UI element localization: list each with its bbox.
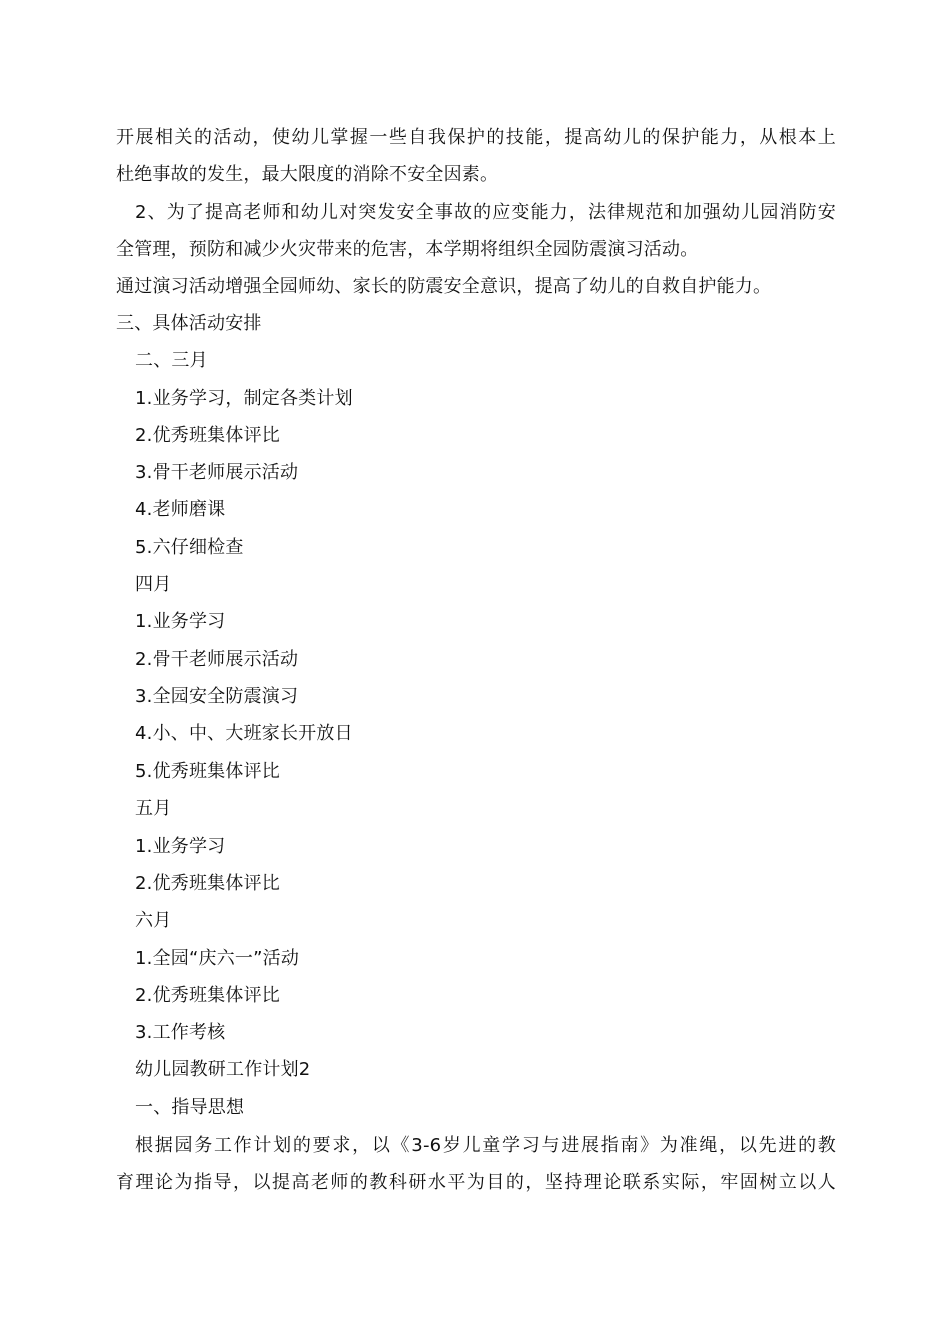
list-item: 5.六仔细检查	[135, 537, 244, 558]
paragraph-line: 根据园务工作计划的要求，以《3-6岁儿童学习与进展指南》为准绳，以先进的教	[135, 1135, 836, 1156]
list-item: 1.业务学习，制定各类计划	[135, 388, 353, 409]
paragraph-line: 育理论为指导，以提高老师的教科研水平为目的，坚持理论联系实际，牢固树立以人	[116, 1172, 836, 1193]
paragraph-line: 2、为了提高老师和幼儿对突发安全事故的应变能力，法律规范和加强幼儿园消防安	[135, 202, 836, 223]
section-heading: 一、指导思想	[135, 1097, 245, 1118]
month-heading: 五月	[135, 798, 172, 819]
document-title: 幼儿园教研工作计划2	[135, 1059, 311, 1080]
list-item: 2.优秀班集体评比	[135, 873, 280, 894]
paragraph-line: 全管理，预防和减少火灾带来的危害，本学期将组织全园防震演习活动。	[116, 239, 699, 260]
month-heading: 四月	[135, 574, 172, 595]
month-heading: 二、三月	[135, 350, 208, 371]
list-item: 5.优秀班集体评比	[135, 761, 280, 782]
paragraph-line: 杜绝事故的发生，最大限度的消除不安全因素。	[116, 164, 499, 185]
paragraph-line: 通过演习活动增强全园师幼、家长的防震安全意识，提高了幼儿的自救自护能力。	[116, 276, 772, 297]
list-item: 4.老师磨课	[135, 499, 226, 520]
list-item: 1.全园“庆六一”活动	[135, 948, 300, 969]
list-item: 4.小、中、大班家长开放日	[135, 723, 353, 744]
list-item: 2.优秀班集体评比	[135, 425, 280, 446]
section-heading: 三、具体活动安排	[116, 313, 262, 334]
list-item: 1.业务学习	[135, 611, 226, 632]
list-item: 1.业务学习	[135, 836, 226, 857]
month-heading: 六月	[135, 910, 172, 931]
list-item: 2.骨干老师展示活动	[135, 649, 299, 670]
paragraph-line: 开展相关的活动，使幼儿掌握一些自我保护的技能，提高幼儿的保护能力，从根本上	[116, 127, 836, 148]
list-item: 2.优秀班集体评比	[135, 985, 280, 1006]
list-item: 3.骨干老师展示活动	[135, 462, 299, 483]
list-item: 3.工作考核	[135, 1022, 226, 1043]
list-item: 3.全园安全防震演习	[135, 686, 299, 707]
